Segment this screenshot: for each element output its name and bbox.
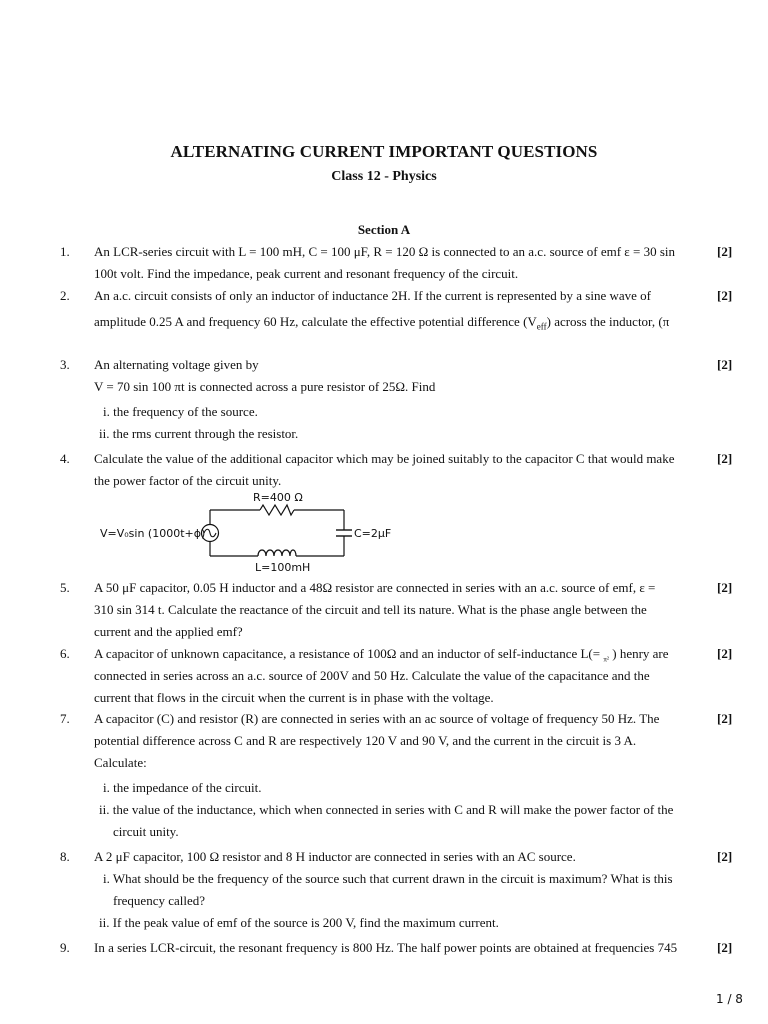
marks-label: [2]: [717, 244, 733, 259]
question-text-line: An a.c. circuit consists of only an inductor of inductance 2H. If the current is represented by a sine wave of: [94, 288, 652, 303]
question-text-line: current that flows in the circuit when the current is in phase with the voltage.: [94, 690, 494, 705]
question-text-line: In a series LCR-circuit, the resonant frequency is 800 Hz. The half power points are obtained at frequencies 745: [94, 940, 678, 955]
question-text-line: A 50 μF capacitor, 0.05 H inductor and a 48Ω resistor are connected in series with an a.c. source of emf, ε =: [94, 580, 656, 595]
sub-question: ii. If the peak value of emf of the source is 200 V, find the maximum current.: [99, 915, 499, 930]
marks-label: [2]: [717, 940, 733, 955]
marks-label: [2]: [717, 451, 733, 466]
sub-question: i. the impedance of the circuit.: [103, 780, 262, 795]
question-number: 1.: [60, 244, 70, 259]
question-text-line: connected in series across an a.c. source of 200V and 50 Hz. Calculate the value of the capacitance and the: [94, 668, 650, 683]
question-text-line: 100t volt. Find the impedance, peak current and resonant frequency of the circuit.: [94, 266, 519, 281]
question-text-part: amplitude 0.25 A and frequency 60 Hz, calculate the effective potential difference (V: [94, 314, 537, 329]
section-heading: Section A: [357, 222, 411, 237]
sub-question: i. What should be the frequency of the source such that current drawn in the circuit is maximum? What is this: [103, 871, 673, 886]
marks-label: [2]: [717, 711, 733, 726]
sub-question: ii. the rms current through the resistor.: [99, 426, 299, 441]
capacitor-symbol: [336, 530, 352, 536]
marks-label: [2]: [717, 357, 733, 372]
sub-question-continued: circuit unity.: [113, 824, 179, 839]
question-number: 3.: [60, 357, 70, 372]
document-subtitle: Class 12 - Physics: [331, 169, 437, 184]
question-text-line: An LCR-series circuit with L = 100 mH, C = 100 μF, R = 120 Ω is connected to an a.c. source of emf ε = 30 sin: [94, 244, 675, 259]
question-number: 8.: [60, 849, 70, 864]
question-text-line: 310 sin 314 t. Calculate the reactance of the circuit and tell its nature. What is the phase angle between the: [94, 602, 647, 617]
inductor-label: L=100mH: [255, 561, 311, 574]
question-text-line: A capacitor (C) and resistor (R) are connected in series with an ac source of voltage of frequency 50 Hz. The: [94, 711, 660, 726]
question-number: 4.: [60, 451, 70, 466]
marks-label: [2]: [717, 646, 733, 661]
question-text-line: current and the applied emf?: [94, 624, 243, 639]
question-text-line: [94, 646, 669, 664]
question-text-line: An alternating voltage given by: [94, 357, 259, 372]
marks-label: [2]: [717, 288, 733, 303]
resistor-label: R=400 Ω: [253, 491, 303, 504]
capacitor-label: C=2μF: [354, 527, 392, 540]
question-text-line: [94, 314, 669, 332]
question-number: 6.: [60, 646, 70, 661]
marks-label: [2]: [717, 849, 733, 864]
document-title: ALTERNATING CURRENT IMPORTANT QUESTIONS: [170, 142, 598, 161]
question-text-line: A 2 μF capacitor, 100 Ω resistor and 8 H inductor are connected in series with an AC source.: [94, 849, 576, 864]
resistor-symbol: [260, 505, 294, 515]
question-text-line: V = 70 sin 100 πt is connected across a pure resistor of 25Ω. Find: [94, 379, 436, 394]
question-number: 9.: [60, 940, 70, 955]
question-text-line: Calculate the value of the additional capacitor which may be joined suitably to the capacitor C that would make: [94, 451, 675, 466]
sub-question: i. the frequency of the source.: [103, 404, 258, 419]
question-text-part: A capacitor of unknown capacitance, a resistance of 100Ω and an inductor of self-inductance L(=: [94, 646, 601, 661]
question-number: 5.: [60, 580, 70, 595]
lcr-circuit-diagram: [98, 490, 408, 574]
source-label: V=V₀sin (1000t+ϕ): [100, 527, 206, 540]
question-number: 7.: [60, 711, 70, 726]
question-text-part: ) across the inductor, (π: [546, 314, 670, 329]
question-text-line: the power factor of the circuit unity.: [94, 473, 282, 488]
sub-question: ii. the value of the inductance, which when connected in series with C and R will make the power factor of the: [99, 802, 674, 817]
sub-question-continued: frequency called?: [113, 893, 206, 908]
inductor-symbol: [258, 550, 296, 556]
question-number: 2.: [60, 288, 70, 303]
marks-label: [2]: [717, 580, 733, 595]
question-text-part: ) henry are: [612, 646, 669, 661]
question-text-line: Calculate:: [94, 755, 147, 770]
subscript: eff: [536, 321, 547, 332]
fraction-denominator: π²: [603, 655, 609, 664]
question-text-line: potential difference across C and R are respectively 120 V and 90 V, and the current in the circuit is 3 A.: [94, 733, 637, 748]
page-number: 1 / 8: [716, 992, 743, 1006]
